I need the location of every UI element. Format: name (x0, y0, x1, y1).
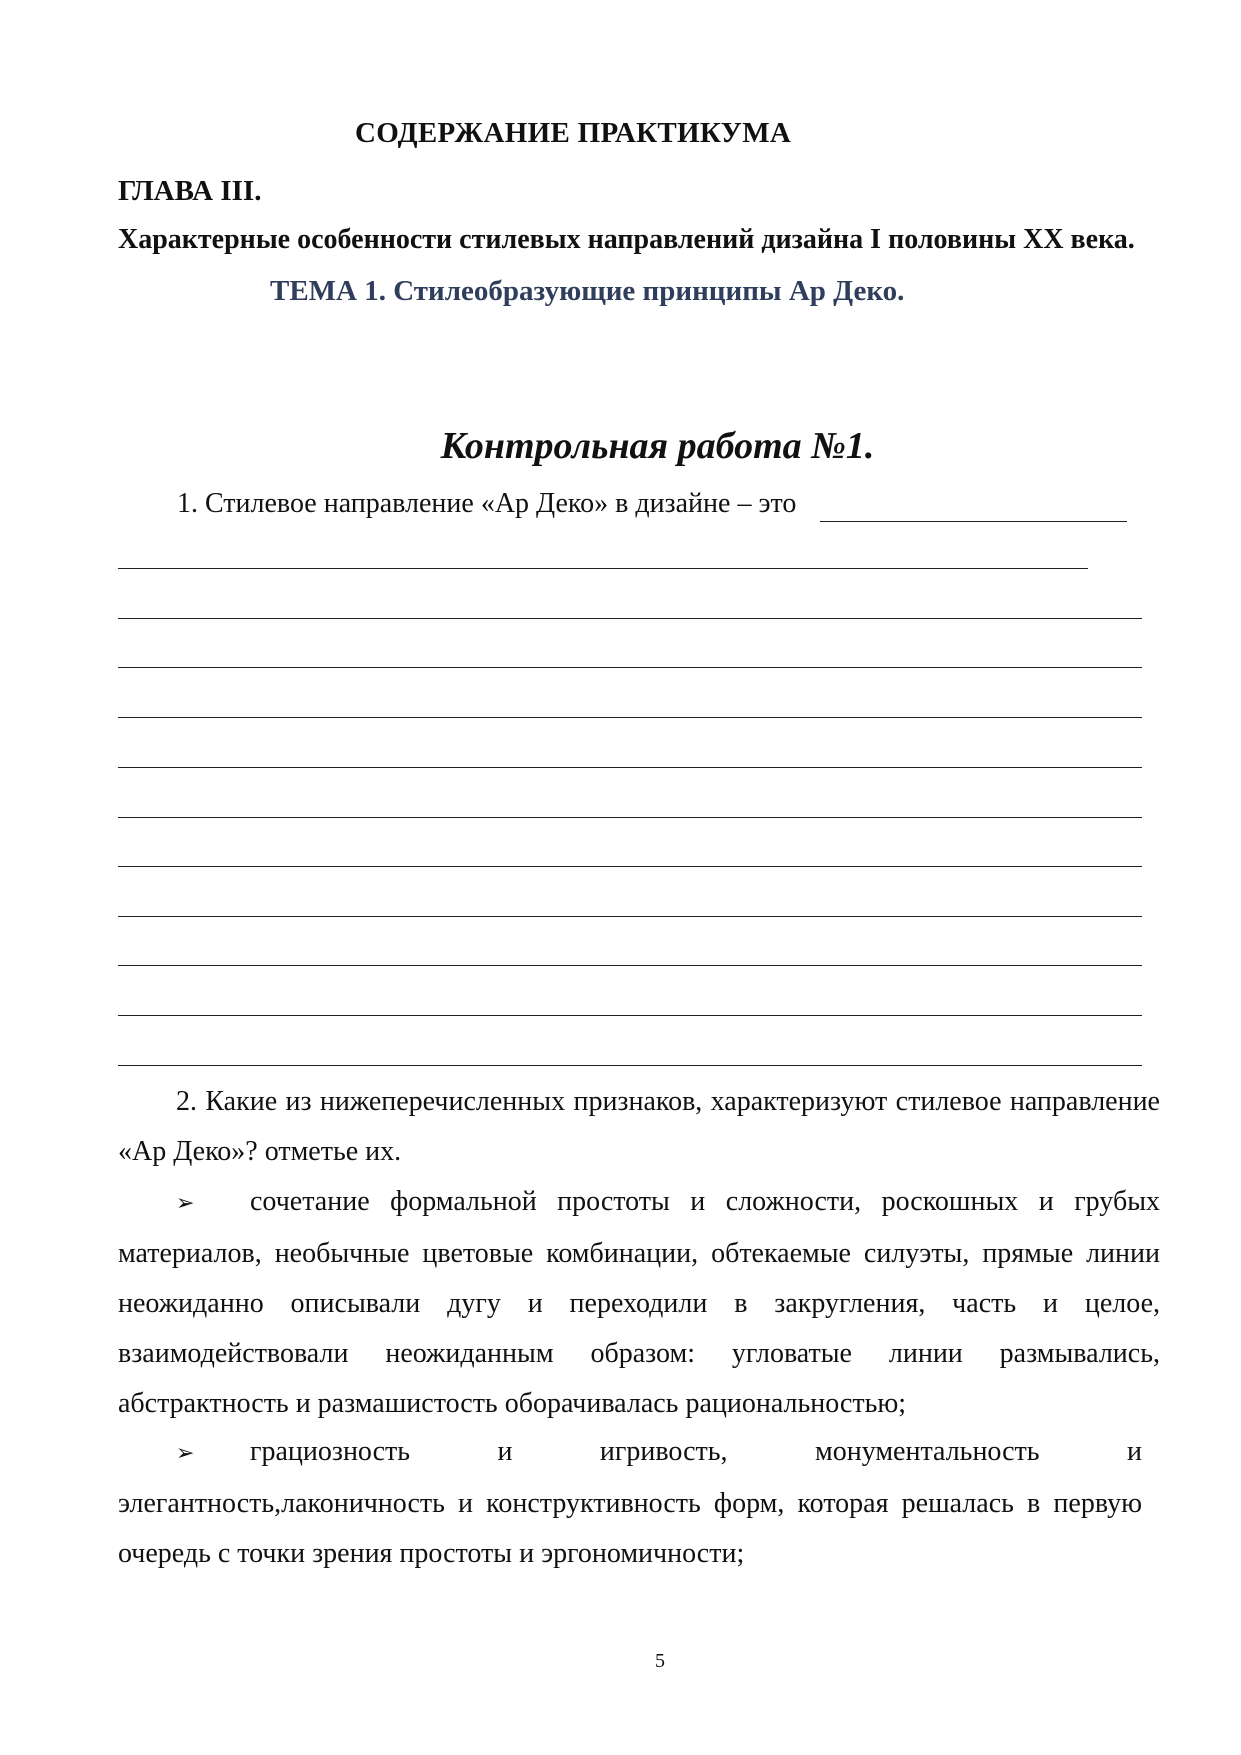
list-item (118, 1177, 1160, 1429)
list-item (118, 1427, 1142, 1579)
question-1: 1. Стилевое направление «Ар Деко» в дизайне – это (177, 488, 797, 519)
question-2: 2. Какие из нижеперечисленных признаков, характеризуют стилевое направление «Ар Деко»? отметье их. (118, 1086, 1160, 1167)
topic-heading: ТЕМА 1. Стилеобразующие принципы Ар Деко. (270, 275, 905, 307)
answer-line (118, 1065, 1142, 1066)
main-heading: СОДЕРЖАНИЕ ПРАКТИКУМА (355, 117, 792, 149)
answer-line (118, 618, 1142, 619)
answer-line (118, 717, 1142, 718)
page-number: 5 (655, 1650, 665, 1672)
arrow-bullet-icon: ➢ (176, 1441, 195, 1466)
answer-line (118, 817, 1142, 818)
test-title: Контрольная работа №1. (440, 425, 875, 467)
answer-line (118, 568, 1088, 569)
answer-line (118, 767, 1142, 768)
list-item-text: сочетание формальной простоты и сложности, роскошных и грубых материалов, необычные цветовые комбинации, обтекаемые силуэты, прямые линии неожиданно описывали дугу и переходили в закругления, часть и целое, взаимодействовали неожиданным образом: угловатые линии размывались, абстрактность и размашистость оборачивалась рациональностью; (118, 1186, 1160, 1419)
chapter-subtitle: Характерные особенности стилевых направлений дизайна I половины XX века. (118, 224, 1135, 255)
arrow-bullet-icon: ➢ (176, 1191, 195, 1216)
answer-line (118, 667, 1142, 668)
answer-line (118, 916, 1142, 917)
answer-line (118, 965, 1142, 966)
answer-line (118, 866, 1142, 867)
answer-line (118, 1015, 1142, 1016)
chapter-heading: ГЛАВА III. (118, 175, 262, 207)
list-item-text: грациозность и игривость, монументальность и элегантность,лаконичность и конструктивность форм, которая решалась в первую очередь с точки зрения простоты и эргономичности; (118, 1436, 1142, 1569)
answer-line (820, 521, 1127, 522)
